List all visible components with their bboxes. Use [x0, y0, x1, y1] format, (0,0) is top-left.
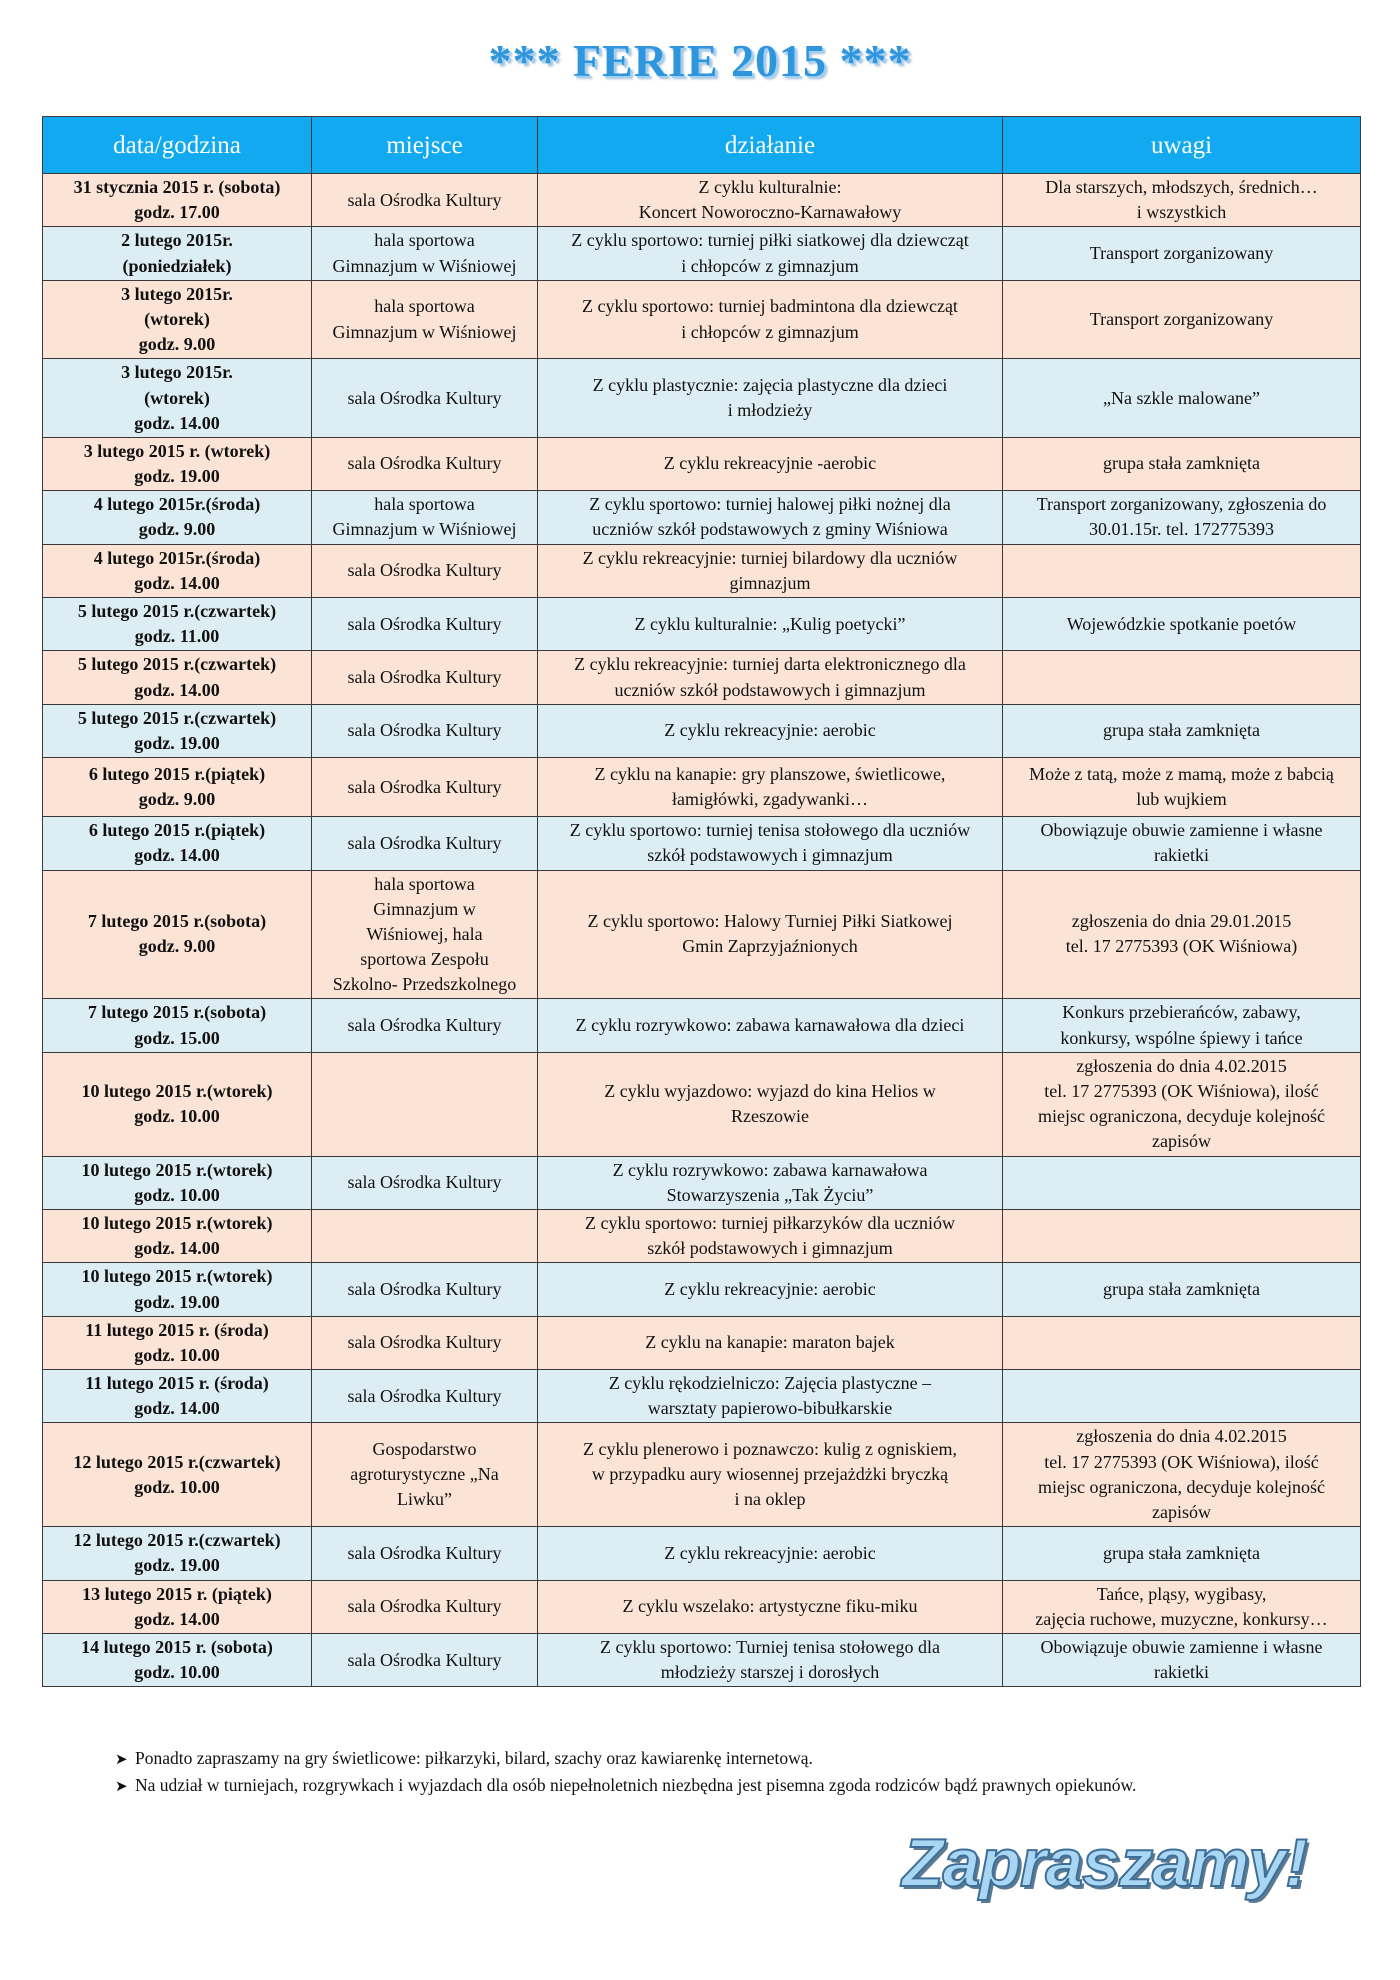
- cell-line: Liwku”: [397, 1489, 452, 1510]
- place-cell: [312, 704, 538, 757]
- date-cell: [43, 174, 312, 227]
- cell-line: 11 lutego 2015 r. (środa): [85, 1373, 269, 1394]
- action-cell: [538, 280, 1003, 359]
- place-cell: [312, 227, 538, 280]
- cell-line: Tańce, pląsy, wygibasy,: [1096, 1583, 1267, 1604]
- cell-line: godz. 14.00: [134, 1608, 220, 1629]
- cell-line: 5 lutego 2015 r.(czwartek): [77, 601, 277, 621]
- cell-line: hala sportowa: [374, 230, 475, 251]
- cell-line: rakietki: [1154, 1662, 1209, 1683]
- header-notes: uwagi: [1003, 117, 1361, 174]
- place-cell: [312, 1316, 538, 1369]
- cell-line: Gimnazjum w Wiśniowej: [332, 519, 517, 540]
- cell-line: grupa stała zamknięta: [1103, 720, 1260, 741]
- cell-line: 12 lutego 2015 r.(czwartek): [73, 1530, 281, 1551]
- action-cell: [538, 1263, 1003, 1316]
- place-cell: [312, 1423, 538, 1527]
- table-row: [43, 1263, 1361, 1316]
- place-cell: [312, 758, 538, 817]
- date-cell: [43, 1209, 312, 1262]
- cell-line: i chłopców z gimnazjum: [681, 321, 859, 342]
- table-row: [43, 758, 1361, 817]
- footer-note-text: Ponadto zapraszamy na gry świetlicowe: piłkarzyki, bilard, szachy oraz kawiarenkę internetową.: [135, 1748, 813, 1768]
- cell-line: Z cyklu sportowo: turniej piłkarzyków dla uczniów: [585, 1212, 955, 1233]
- footer-note: [115, 1745, 1365, 1772]
- cell-line: godz. 9.00: [138, 936, 216, 957]
- table-row: [43, 870, 1361, 999]
- cell-line: zgłoszenia do dnia 29.01.2015: [1071, 911, 1292, 932]
- cell-line: grupa stała zamknięta: [1103, 1542, 1260, 1563]
- cell-line: 2 lutego 2015r.: [121, 230, 233, 251]
- cell-line: Z cyklu sportowo: turniej badmintona dla dziewcząt: [582, 296, 958, 317]
- notes-cell: [1003, 359, 1361, 438]
- cell-line: godz. 14.00: [134, 1238, 220, 1259]
- cell-line: Z cyklu sportowo: turniej piłki siatkowej dla dziewcząt: [571, 230, 969, 251]
- cell-line: godz. 9.00: [138, 789, 216, 810]
- cell-line: sala Ośrodka Kultury: [347, 832, 502, 853]
- cell-line: Wojewódzkie spotkanie poetów: [1066, 613, 1297, 634]
- cell-line: Z cyklu wszelako: artystyczne fiku-miku: [622, 1596, 918, 1617]
- cell-line: godz. 10.00: [134, 1184, 220, 1205]
- place-cell: [312, 280, 538, 359]
- cell-line: Z cyklu rozrywkowo: zabawa karnawałowa dla dzieci: [575, 1015, 965, 1036]
- notes-cell: [1003, 651, 1361, 704]
- notes-cell: [1003, 999, 1361, 1052]
- place-cell: [312, 651, 538, 704]
- cell-line: sala Ośrodka Kultury: [347, 1278, 502, 1299]
- place-cell: [312, 491, 538, 544]
- cell-line: agroturystyczne „Na: [350, 1464, 499, 1485]
- notes-cell: [1003, 280, 1361, 359]
- cell-line: sala Ośrodka Kultury: [347, 189, 502, 210]
- cell-line: 3 lutego 2015r.: [121, 362, 233, 383]
- cell-line: Z cyklu rozrywkowo: zabawa karnawałowa: [612, 1159, 928, 1180]
- cell-line: lub wujkiem: [1136, 789, 1227, 810]
- cell-line: Gimnazjum w Wiśniowej: [332, 321, 517, 342]
- header-action: działanie: [538, 117, 1003, 174]
- cell-line: Transport zorganizowany, zgłoszenia do: [1036, 494, 1327, 515]
- table-row: [43, 437, 1361, 490]
- cell-line: rakietki: [1154, 845, 1209, 866]
- cell-line: 3 lutego 2015r.: [121, 283, 233, 304]
- notes-cell: [1003, 704, 1361, 757]
- cell-line: sala Ośrodka Kultury: [347, 387, 502, 408]
- cell-line: sala Ośrodka Kultury: [347, 1015, 502, 1036]
- cell-line: uczniów szkół podstawowych z gminy Wiśniowa: [592, 519, 948, 540]
- table-row: [43, 817, 1361, 870]
- cell-line: tel. 17 2775393 (OK Wiśniowa), ilość: [1044, 1081, 1319, 1101]
- table-row: [43, 999, 1361, 1052]
- cell-line: Z cyklu sportowo: Turniej tenisa stołowego dla: [600, 1636, 940, 1657]
- table-row: [43, 1052, 1361, 1156]
- cell-line: godz. 14.00: [134, 412, 220, 433]
- arrow-bullet-icon: ➤: [115, 1778, 128, 1795]
- cell-line: zgłoszenia do dnia 4.02.2015: [1076, 1055, 1287, 1076]
- notes-cell: [1003, 1316, 1361, 1369]
- notes-cell: [1003, 1633, 1361, 1686]
- place-cell: [312, 1580, 538, 1633]
- date-cell: [43, 758, 312, 817]
- action-cell: [538, 1633, 1003, 1686]
- place-cell: [312, 1370, 538, 1423]
- notes-cell: [1003, 1263, 1361, 1316]
- cell-line: uczniów szkół podstawowych i gimnazjum: [614, 679, 926, 700]
- table-row: [43, 1156, 1361, 1209]
- cell-line: Z cyklu rekreacyjnie: aerobic: [664, 1278, 876, 1299]
- cell-line: sala Ośrodka Kultury: [347, 1172, 502, 1193]
- notes-cell: [1003, 870, 1361, 999]
- cell-line: godz. 9.00: [138, 519, 216, 540]
- cell-line: młodzieży starszej i dorosłych: [660, 1662, 880, 1683]
- cell-line: i chłopców z gimnazjum: [681, 255, 859, 276]
- cell-line: i wszystkich: [1136, 202, 1227, 223]
- cell-line: godz. 15.00: [134, 1027, 220, 1048]
- cell-line: 6 lutego 2015 r.(piątek): [88, 763, 266, 784]
- closing-slogan: Zapraszamy!: [902, 1825, 1307, 1901]
- cell-line: 6 lutego 2015 r.(piątek): [88, 820, 266, 841]
- place-cell: [312, 359, 538, 438]
- cell-line: Transport zorganizowany: [1089, 308, 1274, 329]
- notes-cell: [1003, 1580, 1361, 1633]
- place-cell: [312, 1156, 538, 1209]
- cell-line: Z cyklu kulturalnie:: [698, 177, 842, 197]
- cell-line: godz. 11.00: [134, 626, 220, 647]
- notes-cell: [1003, 1052, 1361, 1156]
- cell-line: sala Ośrodka Kultury: [347, 560, 502, 581]
- cell-line: Gimnazjum w: [373, 898, 476, 919]
- cell-line: zgłoszenia do dnia 4.02.2015: [1076, 1426, 1287, 1447]
- cell-line: Dla starszych, młodszych, średnich…: [1045, 177, 1318, 197]
- table-row: [43, 544, 1361, 597]
- cell-line: sala Ośrodka Kultury: [347, 776, 502, 797]
- table-row: [43, 359, 1361, 438]
- notes-cell: [1003, 1209, 1361, 1262]
- date-cell: [43, 227, 312, 280]
- cell-line: Z cyklu sportowo: Halowy Turniej Piłki Siatkowej: [587, 911, 953, 932]
- cell-line: sala Ośrodka Kultury: [347, 1596, 502, 1617]
- cell-line: i młodzieży: [727, 400, 813, 421]
- date-cell: [43, 704, 312, 757]
- cell-line: 10 lutego 2015 r.(wtorek): [81, 1266, 273, 1287]
- place-cell: [312, 1209, 538, 1262]
- place-cell: [312, 817, 538, 870]
- action-cell: [538, 758, 1003, 817]
- cell-line: 10 lutego 2015 r.(wtorek): [81, 1212, 273, 1233]
- notes-cell: [1003, 1527, 1361, 1580]
- notes-cell: [1003, 1370, 1361, 1423]
- cell-line: zapisów: [1152, 1502, 1211, 1522]
- date-cell: [43, 1052, 312, 1156]
- cell-line: tel. 17 2775393 (OK Wiśniowa), ilość: [1044, 1451, 1319, 1472]
- notes-cell: [1003, 758, 1361, 817]
- notes-cell: [1003, 174, 1361, 227]
- cell-line: szkół podstawowych i gimnazjum: [647, 1238, 893, 1259]
- cell-line: godz. 10.00: [134, 1476, 220, 1497]
- cell-line: Z cyklu rekreacyjnie: turniej bilardowy dla uczniów: [582, 547, 958, 568]
- action-cell: [538, 174, 1003, 227]
- cell-line: 7 lutego 2015 r.(sobota): [87, 1002, 267, 1023]
- action-cell: [538, 437, 1003, 490]
- schedule-table: [42, 116, 1361, 1687]
- date-cell: [43, 1370, 312, 1423]
- date-cell: [43, 491, 312, 544]
- cell-line: Konkurs przebierańców, zabawy,: [1062, 1002, 1301, 1023]
- cell-line: miejsc ograniczona, decyduje kolejność: [1038, 1476, 1325, 1497]
- date-cell: [43, 1580, 312, 1633]
- place-cell: [312, 598, 538, 651]
- cell-line: grupa stała zamknięta: [1103, 1278, 1260, 1299]
- cell-line: godz. 10.00: [134, 1662, 220, 1683]
- cell-line: sala Ośrodka Kultury: [347, 453, 502, 474]
- cell-line: i na oklep: [734, 1489, 806, 1510]
- cell-line: godz. 9.00: [138, 334, 216, 355]
- action-cell: [538, 1316, 1003, 1369]
- cell-line: Obowiązuje obuwie zamienne i własne: [1040, 820, 1323, 841]
- cell-line: godz. 14.00: [134, 1398, 220, 1419]
- cell-line: łamigłówki, zgadywanki…: [672, 789, 868, 810]
- cell-line: hala sportowa: [374, 494, 475, 515]
- action-cell: [538, 817, 1003, 870]
- action-cell: [538, 1209, 1003, 1262]
- cell-line: Z cyklu rekreacyjnie: aerobic: [664, 1542, 876, 1563]
- date-cell: [43, 870, 312, 999]
- cell-line: sala Ośrodka Kultury: [347, 720, 502, 741]
- cell-line: zajęcia ruchowe, muzyczne, konkursy…: [1035, 1608, 1328, 1629]
- cell-line: gimnazjum: [729, 572, 811, 593]
- cell-line: Z cyklu plastycznie: zajęcia plastyczne dla dzieci: [592, 374, 948, 395]
- table-row: [43, 1316, 1361, 1369]
- table-row: [43, 174, 1361, 227]
- cell-line: szkół podstawowych i gimnazjum: [647, 845, 893, 866]
- cell-line: sala Ośrodka Kultury: [347, 1542, 502, 1563]
- cell-line: 4 lutego 2015r.(środa): [93, 547, 261, 568]
- cell-line: 5 lutego 2015 r.(czwartek): [77, 707, 277, 728]
- notes-cell: [1003, 437, 1361, 490]
- cell-line: hala sportowa: [374, 296, 475, 317]
- footer-notes: [115, 1745, 1365, 1798]
- cell-line: sala Ośrodka Kultury: [347, 1385, 502, 1406]
- cell-line: Transport zorganizowany: [1089, 242, 1274, 263]
- cell-line: godz. 19.00: [134, 1291, 220, 1312]
- action-cell: [538, 870, 1003, 999]
- cell-line: Stowarzyszenia „Tak Życiu”: [666, 1184, 874, 1205]
- place-cell: [312, 1263, 538, 1316]
- cell-line: 10 lutego 2015 r.(wtorek): [81, 1159, 273, 1180]
- date-cell: [43, 1156, 312, 1209]
- action-cell: [538, 1370, 1003, 1423]
- date-cell: [43, 359, 312, 438]
- cell-line: godz. 10.00: [134, 1106, 220, 1127]
- notes-cell: [1003, 227, 1361, 280]
- place-cell: [312, 870, 538, 999]
- cell-line: Z cyklu rękodzielniczo: Zajęcia plastyczne –: [608, 1373, 932, 1394]
- cell-line: 10 lutego 2015 r.(wtorek): [81, 1081, 273, 1101]
- cell-line: Z cyklu na kanapie: maraton bajek: [645, 1332, 895, 1353]
- notes-cell: [1003, 598, 1361, 651]
- action-cell: [538, 704, 1003, 757]
- place-cell: [312, 544, 538, 597]
- header-date: data/godzina: [43, 117, 312, 174]
- table-row: [43, 704, 1361, 757]
- table-row: [43, 1209, 1361, 1262]
- date-cell: [43, 999, 312, 1052]
- cell-line: Z cyklu sportowo: turniej halowej piłki nożnej dla: [589, 494, 951, 515]
- cell-line: 12 lutego 2015 r.(czwartek): [73, 1451, 281, 1472]
- cell-line: godz. 19.00: [134, 466, 220, 487]
- footer-note-text: Na udział w turniejach, rozgrywkach i wyjazdach dla osób niepełnoletnich niezbędna jest pisemna zgoda rodziców bądź prawnych opiekunów.: [135, 1774, 1137, 1795]
- action-cell: [538, 999, 1003, 1052]
- cell-line: Z cyklu rekreacyjnie: turniej darta elektronicznego dla: [574, 654, 966, 675]
- cell-line: Gmin Zaprzyjaźnionych: [682, 936, 858, 957]
- cell-line: Koncert Noworoczno-Karnawałowy: [638, 202, 902, 223]
- cell-line: godz. 10.00: [134, 1344, 220, 1365]
- action-cell: [538, 651, 1003, 704]
- table-row: [43, 227, 1361, 280]
- action-cell: [538, 1580, 1003, 1633]
- action-cell: [538, 1156, 1003, 1209]
- cell-line: tel. 17 2775393 (OK Wiśniowa): [1065, 936, 1298, 957]
- notes-cell: [1003, 1156, 1361, 1209]
- place-cell: [312, 999, 538, 1052]
- cell-line: Z cyklu na kanapie: gry planszowe, świetlicowe,: [594, 763, 946, 784]
- date-cell: [43, 598, 312, 651]
- date-cell: [43, 1633, 312, 1686]
- notes-cell: [1003, 491, 1361, 544]
- cell-line: 7 lutego 2015 r.(sobota): [87, 911, 267, 932]
- cell-line: (wtorek): [144, 387, 210, 408]
- cell-line: Szkolno- Przedszkolnego: [332, 974, 517, 995]
- place-cell: [312, 1052, 538, 1156]
- action-cell: [538, 491, 1003, 544]
- cell-line: Gospodarstwo: [372, 1439, 477, 1460]
- table-header-row: [43, 117, 1361, 174]
- action-cell: [538, 227, 1003, 280]
- cell-line: godz. 19.00: [134, 1555, 220, 1576]
- cell-line: zapisów: [1152, 1131, 1211, 1152]
- date-cell: [43, 280, 312, 359]
- cell-line: warsztaty papierowo-bibułkarskie: [647, 1398, 893, 1419]
- table-row: [43, 1633, 1361, 1686]
- cell-line: 4 lutego 2015r.(środa): [93, 494, 261, 515]
- table-row: [43, 598, 1361, 651]
- cell-line: 14 lutego 2015 r. (sobota): [81, 1636, 273, 1657]
- table-row: [43, 1370, 1361, 1423]
- date-cell: [43, 437, 312, 490]
- cell-line: sportowa Zespołu: [360, 949, 489, 970]
- table-row: [43, 491, 1361, 544]
- cell-line: Gimnazjum w Wiśniowej: [332, 255, 517, 276]
- cell-line: Może z tatą, może z mamą, może z babcią: [1029, 763, 1334, 784]
- cell-line: Rzeszowie: [731, 1106, 809, 1127]
- cell-line: grupa stała zamknięta: [1103, 453, 1260, 474]
- cell-line: Wiśniowej, hala: [366, 923, 483, 944]
- cell-line: (wtorek): [144, 308, 210, 329]
- cell-line: godz. 14.00: [134, 679, 220, 700]
- place-cell: [312, 174, 538, 227]
- cell-line: Z cyklu wyjazdowo: wyjazd do kina Helios w: [604, 1081, 936, 1101]
- cell-line: godz. 14.00: [134, 845, 220, 866]
- cell-line: sala Ośrodka Kultury: [347, 1332, 502, 1353]
- page-title: *** FERIE 2015 ***: [488, 35, 912, 86]
- date-cell: [43, 1423, 312, 1527]
- cell-line: „Na szkle malowane”: [1103, 387, 1260, 408]
- action-cell: [538, 1052, 1003, 1156]
- cell-line: 11 lutego 2015 r. (środa): [85, 1319, 269, 1340]
- cell-line: Z cyklu plenerowo i poznawczo: kulig z ogniskiem,: [583, 1439, 957, 1460]
- action-cell: [538, 1423, 1003, 1527]
- date-cell: [43, 1527, 312, 1580]
- cell-line: Z cyklu rekreacyjnie: aerobic: [664, 720, 876, 741]
- cell-line: 30.01.15r. tel. 172775393: [1089, 519, 1274, 540]
- header-place: miejsce: [312, 117, 538, 174]
- cell-line: w przypadku aury wiosennej przejażdżki bryczką: [591, 1464, 949, 1485]
- arrow-bullet-icon: ➤: [115, 1752, 128, 1768]
- notes-cell: [1003, 1423, 1361, 1527]
- cell-line: (poniedziałek): [122, 255, 232, 276]
- date-cell: [43, 1316, 312, 1369]
- table-row: [43, 1423, 1361, 1527]
- cell-line: Z cyklu kulturalnie: „Kulig poetycki”: [634, 613, 906, 634]
- cell-line: Obowiązuje obuwie zamienne i własne: [1040, 1636, 1323, 1657]
- date-cell: [43, 651, 312, 704]
- cell-line: Z cyklu sportowo: turniej tenisa stołowego dla uczniów: [569, 820, 971, 841]
- cell-line: 5 lutego 2015 r.(czwartek): [77, 654, 277, 675]
- action-cell: [538, 359, 1003, 438]
- table-row: [43, 651, 1361, 704]
- notes-cell: [1003, 817, 1361, 870]
- date-cell: [43, 817, 312, 870]
- cell-line: 3 lutego 2015 r. (wtorek): [83, 440, 271, 461]
- notes-cell: [1003, 544, 1361, 597]
- cell-line: godz. 17.00: [134, 202, 220, 223]
- date-cell: [43, 1263, 312, 1316]
- cell-line: 31 stycznia 2015 r. (sobota): [73, 177, 281, 197]
- place-cell: [312, 1527, 538, 1580]
- place-cell: [312, 437, 538, 490]
- schedule-body: [43, 174, 1361, 1687]
- cell-line: Z cyklu rekreacyjnie -aerobic: [663, 453, 877, 474]
- cell-line: godz. 14.00: [134, 572, 220, 593]
- cell-line: 13 lutego 2015 r. (piątek): [82, 1583, 272, 1604]
- date-cell: [43, 544, 312, 597]
- cell-line: godz. 19.00: [134, 732, 220, 753]
- table-row: [43, 1580, 1361, 1633]
- action-cell: [538, 598, 1003, 651]
- cell-line: sala Ośrodka Kultury: [347, 1649, 502, 1670]
- cell-line: miejsc ograniczona, decyduje kolejność: [1038, 1106, 1325, 1127]
- place-cell: [312, 1633, 538, 1686]
- footer-note: [115, 1772, 1365, 1799]
- cell-line: hala sportowa: [374, 873, 475, 894]
- cell-line: konkursy, wspólne śpiewy i tańce: [1060, 1027, 1303, 1048]
- action-cell: [538, 544, 1003, 597]
- action-cell: [538, 1527, 1003, 1580]
- table-row: [43, 1527, 1361, 1580]
- cell-line: sala Ośrodka Kultury: [347, 666, 502, 687]
- cell-line: sala Ośrodka Kultury: [347, 613, 502, 634]
- table-row: [43, 280, 1361, 359]
